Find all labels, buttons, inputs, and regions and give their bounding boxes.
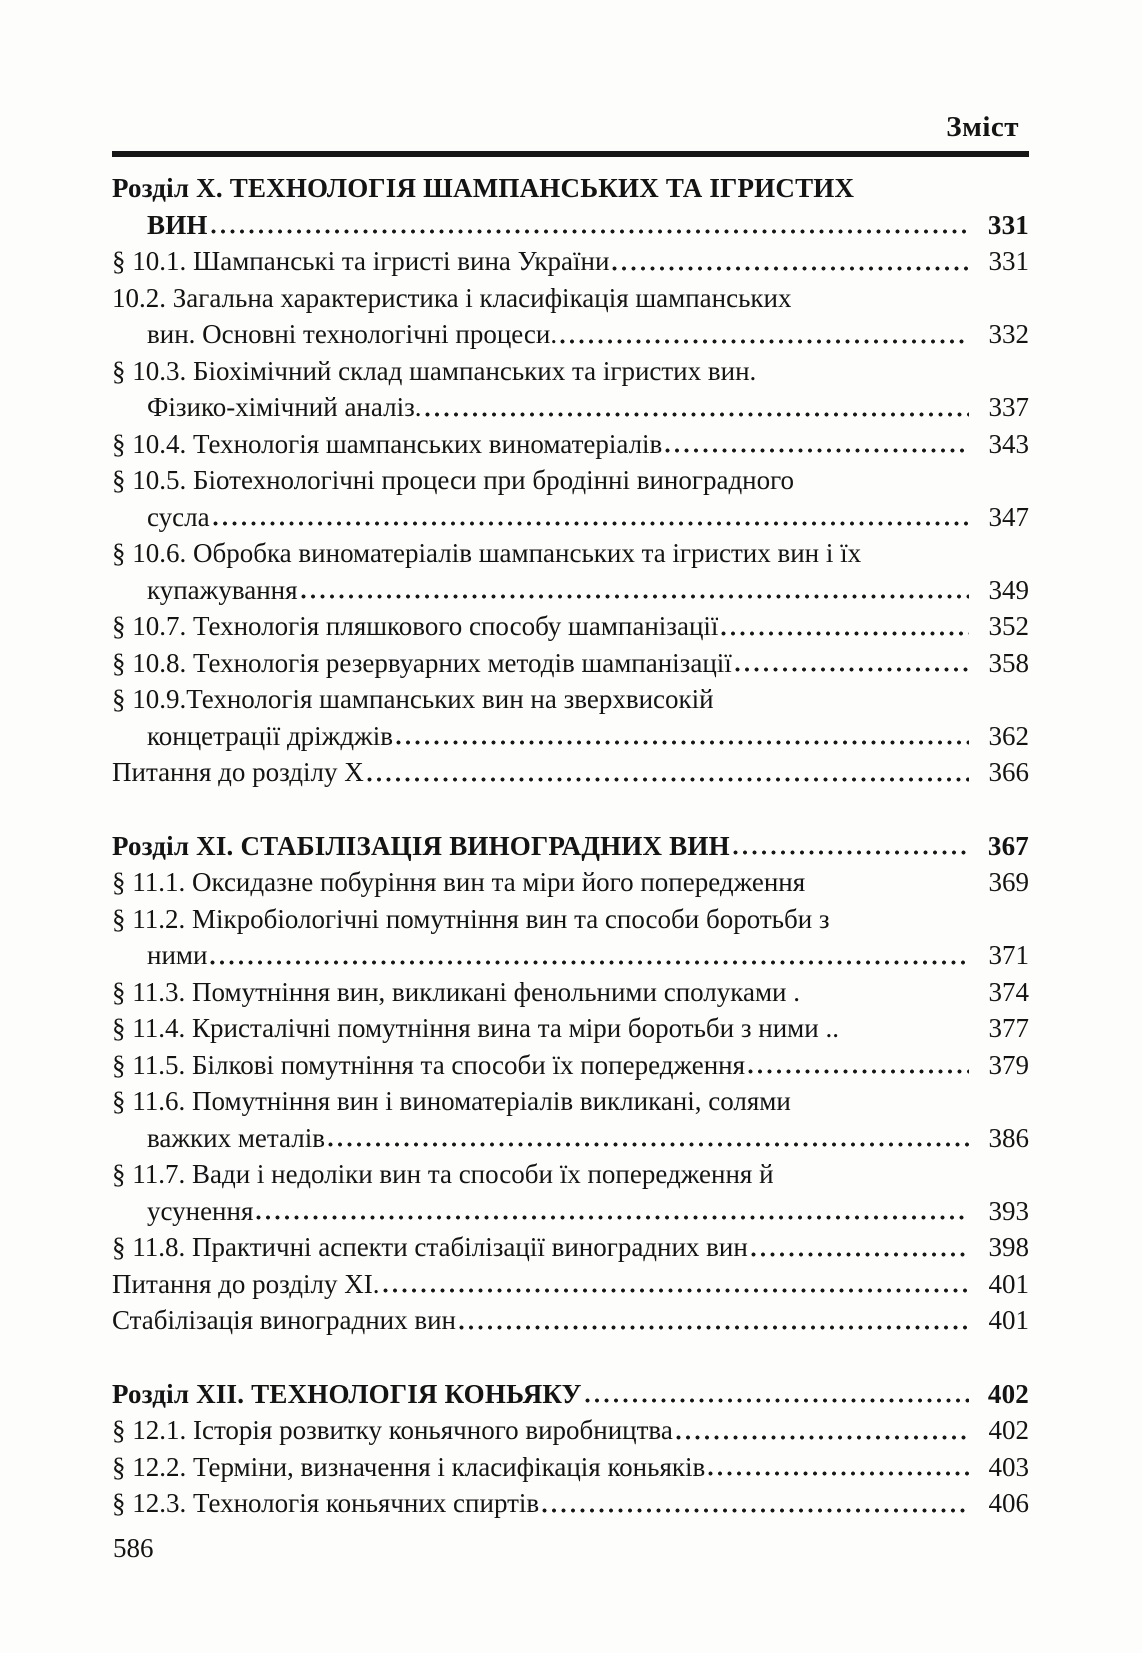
toc-line: [112, 462, 1029, 499]
toc-line-text: Фізико-хімічний аналіз.: [147, 392, 422, 422]
toc-line-page: 401: [988, 1305, 1029, 1335]
toc-line-text: ВИН: [147, 209, 208, 240]
dot-leader: [210, 960, 969, 965]
toc-line: [112, 974, 1029, 1011]
running-head-title: Зміст: [946, 111, 1019, 143]
toc-line-text: § 11.7. Вади і недоліки вин та способи їх попередження й: [112, 1159, 774, 1189]
dot-leader: [676, 1435, 969, 1440]
toc-line-text: Питання до розділу X: [112, 757, 364, 787]
toc-line-text: купажування: [147, 574, 298, 605]
toc-line: [112, 1120, 1029, 1157]
toc-line-text: вин. Основні технологічні процеси.: [147, 319, 558, 349]
dot-leader: [708, 1471, 969, 1476]
toc-line-page: 347: [988, 501, 1029, 532]
toc-line-text: Питання до розділу XI.: [112, 1268, 380, 1299]
dot-leader: [751, 1252, 969, 1257]
toc-line-text: § 10.5. Біотехнологічні процеси при бродінні виноградного: [112, 465, 795, 495]
toc-line: [112, 170, 1029, 207]
toc-line: [112, 1266, 1029, 1303]
toc-line: [112, 316, 1029, 353]
dot-leader: [585, 1398, 969, 1403]
dot-leader: [733, 850, 969, 855]
toc-line-text: Розділ XI. СТАБІЛІЗАЦІЯ ВИНОГРАДНИХ ВИН: [112, 830, 730, 861]
toc-line: [112, 207, 1029, 244]
toc-line-text: § 11.4. Кристалічні помутніння вина та міри боротьби з ними ..: [112, 1013, 839, 1043]
toc-line-text: важких металів: [147, 1122, 325, 1153]
table-of-contents: [112, 170, 1029, 1522]
toc-line-text: § 12.3. Технологія коньячних спиртів: [112, 1488, 540, 1518]
toc-line: [112, 681, 1029, 718]
toc-line-page: 343: [988, 428, 1029, 459]
toc-line: [112, 1376, 1029, 1413]
toc-line-text: § 11.6. Помутніння вин і виноматеріалів викликані, солями: [112, 1086, 791, 1116]
toc-line-text: § 11.1. Оксидазне побуріння вин та міри його попередження: [112, 867, 806, 897]
toc-line: [112, 572, 1029, 609]
toc-line-text: § 10.1. Шампанські та ігристі вина України: [112, 246, 610, 276]
toc-line-text: § 12.1. Історія розвитку коньячного виробництва: [112, 1415, 673, 1445]
toc-line: [112, 754, 1029, 791]
dot-leader: [213, 521, 969, 526]
toc-line-page: 386: [988, 1122, 1029, 1153]
dot-leader: [328, 1142, 969, 1147]
toc-line: [112, 1485, 1029, 1522]
toc-line-page: 374: [988, 976, 1029, 1007]
toc-line-page: 349: [988, 574, 1029, 605]
toc-line-page: 331: [988, 246, 1029, 276]
toc-line-page: 402: [987, 1378, 1029, 1409]
toc-line: [112, 280, 1029, 317]
dot-leader: [560, 339, 969, 344]
leader-spacer: [803, 996, 969, 1001]
toc-line-page: 337: [988, 392, 1029, 422]
dot-leader: [665, 448, 969, 453]
toc-line-text: § 11.8. Практичні аспекти стабілізації виноградних вин: [112, 1232, 748, 1262]
toc-line: [112, 499, 1029, 536]
toc-line-page: 332: [988, 319, 1029, 349]
toc-line: [112, 1229, 1029, 1266]
toc-line-text: § 10.6. Обробка виноматеріалів шампанських та ігристих вин і їх: [112, 538, 862, 568]
toc-line-page: 367: [987, 830, 1029, 861]
toc-line-text: концетрації дріжджів: [147, 720, 393, 751]
toc-line: [112, 608, 1029, 645]
dot-leader: [542, 1508, 969, 1513]
toc-line-text: Розділ XII. ТЕХНОЛОГІЯ КОНЬЯКУ: [112, 1378, 582, 1409]
toc-line-text: § 10.4. Технологія шампанських виноматеріалів: [112, 428, 663, 459]
toc-line-text: § 10.9.Технологія шампанських вин на зверхвисокій: [112, 684, 714, 714]
toc-line-page: 362: [988, 720, 1029, 751]
dot-leader: [211, 229, 969, 234]
dot-leader: [425, 412, 970, 417]
toc-line: [112, 828, 1029, 865]
toc-line-text: сусла: [147, 501, 210, 532]
page-content: [112, 110, 1029, 1522]
toc-line-page: 393: [988, 1195, 1029, 1226]
toc-line: [112, 1156, 1029, 1193]
toc-line-page: 366: [988, 757, 1029, 787]
page-number-folio: 586: [113, 1533, 154, 1563]
toc-line: [112, 426, 1029, 463]
toc-line-text: § 12.2. Терміни, визначення і класифікація коньяків: [112, 1451, 706, 1482]
dot-leader: [256, 1215, 969, 1220]
toc-line-text: § 11.2. Мікробіологічні помутніння вин та способи боротьби з: [112, 903, 830, 934]
toc-line-text: Стабілізація виноградних вин: [112, 1305, 456, 1335]
dot-leader: [735, 667, 969, 672]
toc-line-page: 379: [988, 1049, 1029, 1080]
dot-leader: [396, 740, 969, 745]
toc-line: [112, 535, 1029, 572]
toc-line: [112, 1010, 1029, 1047]
toc-line-text: § 10.7. Технологія пляшкового способу шампанізації: [112, 611, 719, 641]
dot-leader: [612, 266, 969, 271]
toc-line-page: 398: [988, 1232, 1029, 1262]
toc-line: [112, 718, 1029, 755]
leader-spacer: [842, 1033, 969, 1038]
dot-leader: [367, 777, 969, 782]
toc-line-text: § 11.5. Білкові помутніння та способи їх попередження: [112, 1049, 746, 1080]
toc-line-page: 358: [988, 647, 1029, 678]
dot-leader: [721, 631, 969, 636]
toc-line-page: 369: [988, 867, 1029, 897]
toc-line-page: 331: [987, 209, 1029, 240]
toc-line: [112, 937, 1029, 974]
toc-line: [112, 1047, 1029, 1084]
toc-line: [112, 1412, 1029, 1449]
toc-line-page: 402: [988, 1415, 1029, 1445]
dot-leader: [383, 1288, 970, 1293]
toc-line: [112, 645, 1029, 682]
toc-line: [112, 1083, 1029, 1120]
toc-line-text: § 10.3. Біохімічний склад шампанських та ігристих вин.: [112, 355, 757, 386]
toc-line: [112, 1449, 1029, 1486]
toc-line-page: 352: [988, 611, 1029, 641]
dot-leader: [459, 1325, 969, 1330]
toc-line: [112, 864, 1029, 901]
toc-line-page: 377: [988, 1013, 1029, 1043]
toc-line-page: 371: [988, 940, 1029, 970]
toc-line: [112, 243, 1029, 280]
toc-line-text: § 10.8. Технологія резервуарних методів шампанізації: [112, 647, 732, 678]
toc-line-page: 401: [988, 1268, 1029, 1299]
leader-spacer: [808, 887, 969, 892]
toc-line-text: ними: [147, 940, 208, 970]
toc-line: [112, 353, 1029, 390]
toc-line: [112, 389, 1029, 426]
toc-line-text: усунення: [147, 1195, 254, 1226]
toc-line-text: § 11.3. Помутніння вин, викликані фенольними сполуками .: [112, 976, 800, 1007]
toc-line-text: Розділ X. ТЕХНОЛОГІЯ ШАМПАНСЬКИХ ТА ІГРИСТИХ: [112, 173, 855, 203]
toc-line-text: 10.2. Загальна характеристика і класифікація шампанських: [112, 282, 792, 313]
toc-line: [112, 1302, 1029, 1339]
toc-line: [112, 1193, 1029, 1230]
toc-line-page: 403: [988, 1451, 1029, 1482]
toc-line: [112, 901, 1029, 938]
dot-leader: [748, 1069, 969, 1074]
dot-leader: [301, 594, 969, 599]
header-rule: [112, 151, 1029, 157]
toc-line-page: 406: [988, 1488, 1029, 1518]
